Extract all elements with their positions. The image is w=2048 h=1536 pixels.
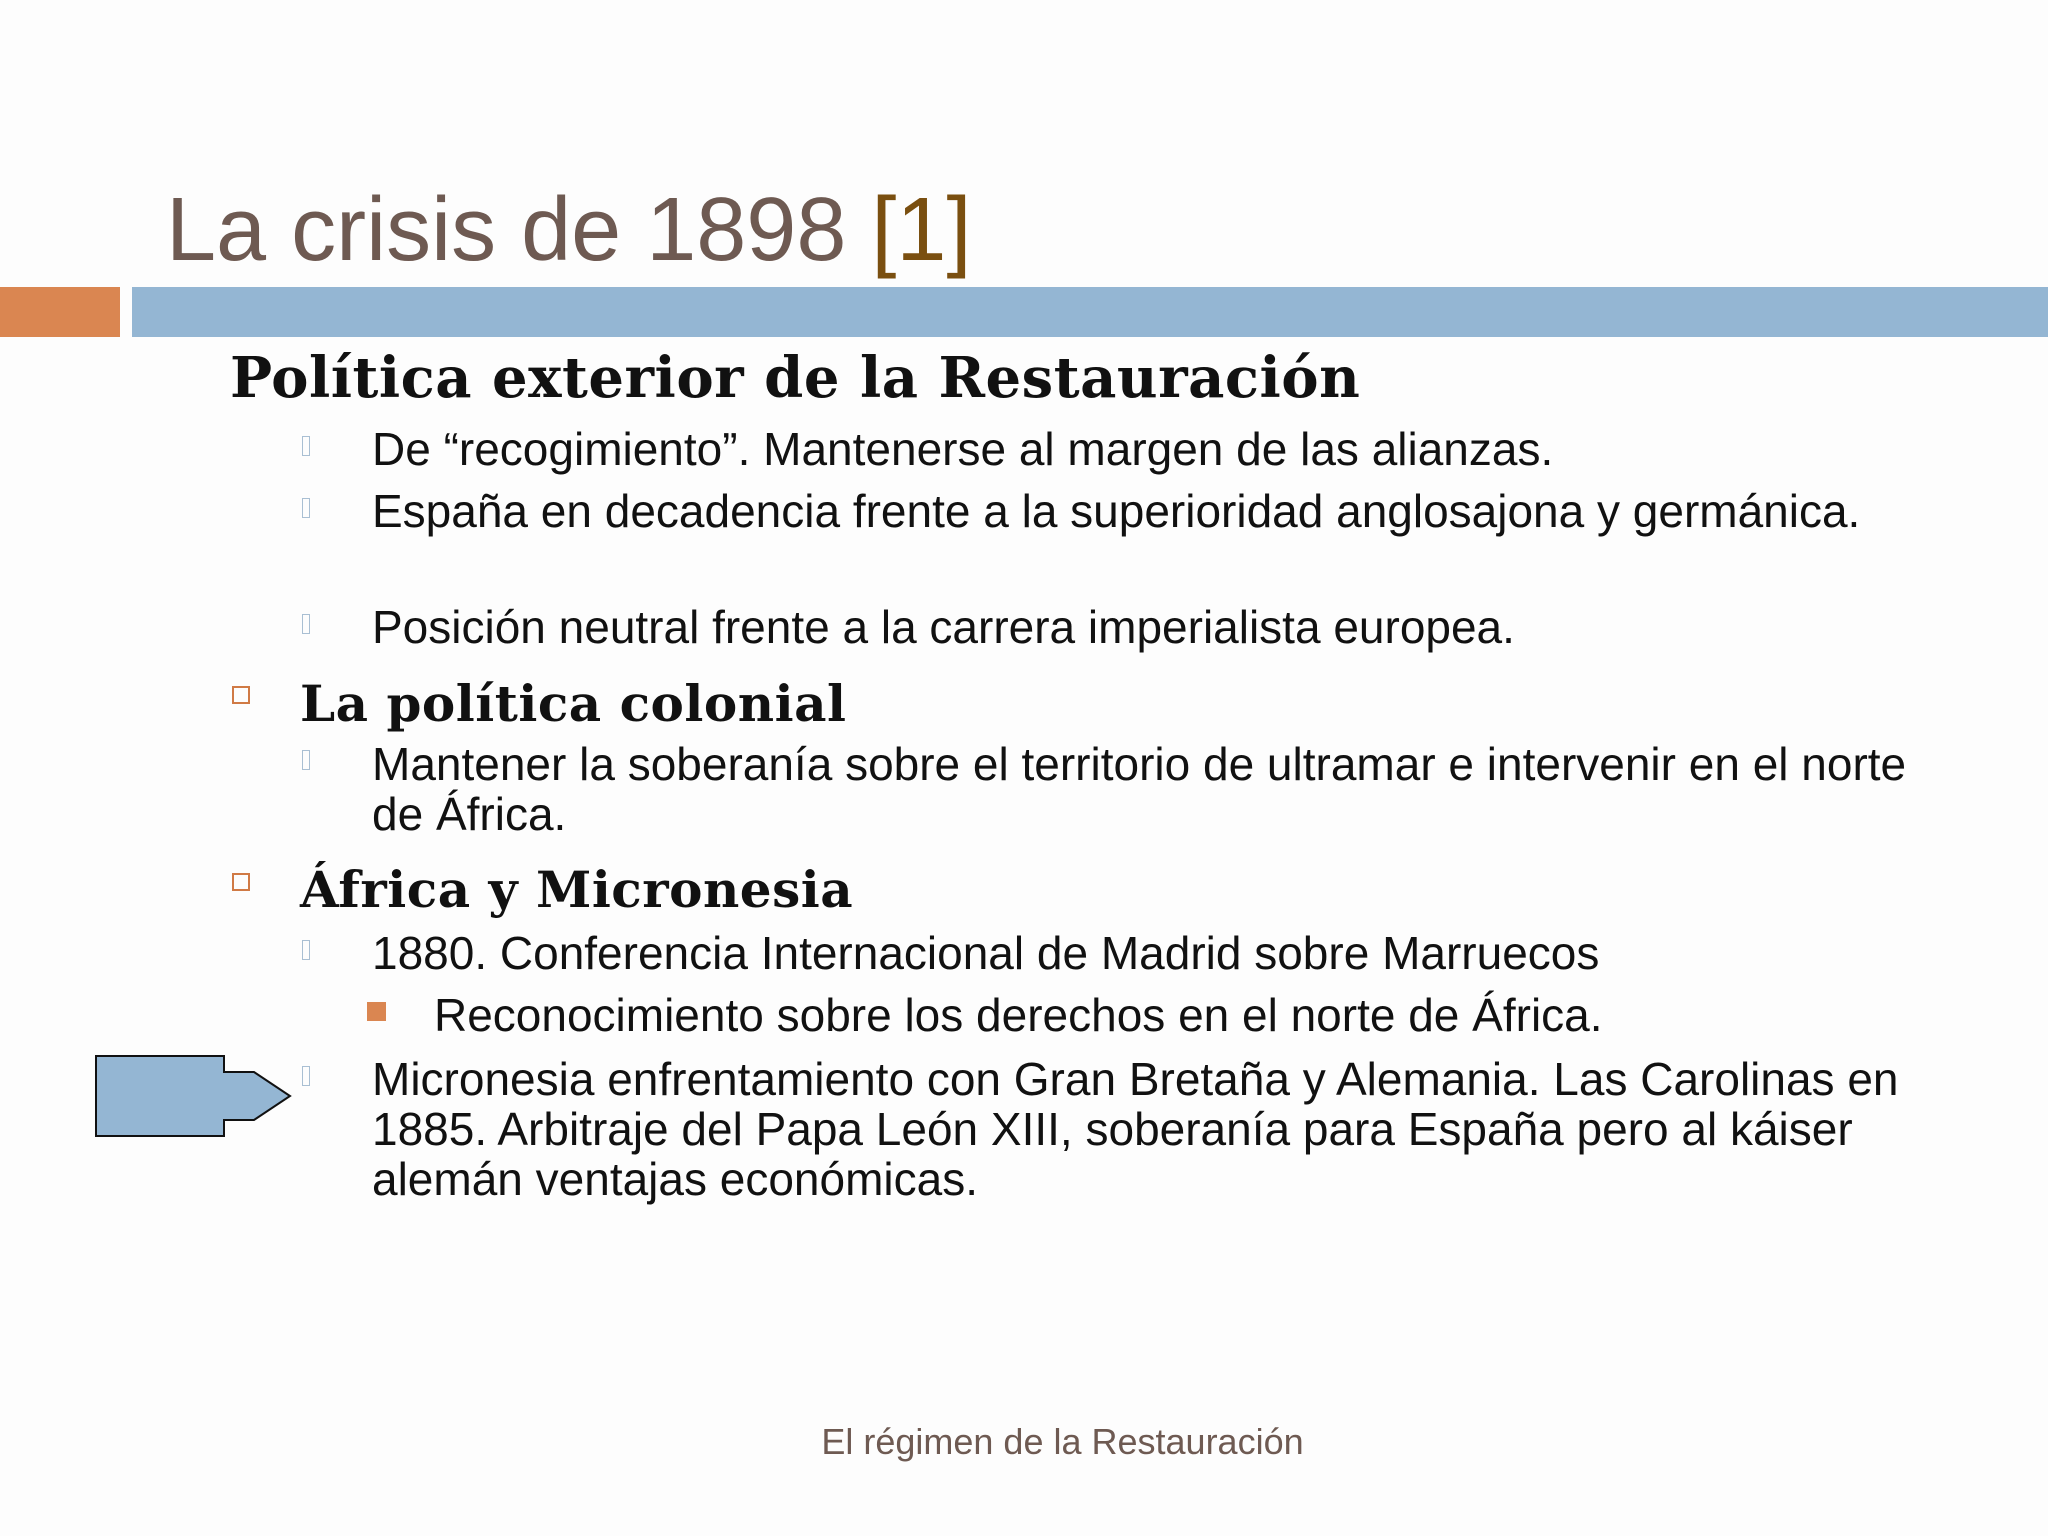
section-heading-politica-exterior: Política exterior de la Restauración xyxy=(230,345,1361,411)
bullet-marker-icon xyxy=(302,1066,310,1086)
bullet-marker-icon xyxy=(302,436,310,456)
title-accent-bar-orange xyxy=(0,287,120,337)
slide-title-reference: [1] xyxy=(871,180,972,280)
sub-bullet-text: Reconocimiento sobre los derechos en el norte de África. xyxy=(434,989,1603,1041)
section-bullet-icon xyxy=(232,873,250,891)
bullet-marker-icon xyxy=(302,750,310,770)
bullet-marker-icon xyxy=(302,940,310,960)
bullet-text: España en decadencia frente a la superioridad anglosajona y germánica. xyxy=(372,485,1861,537)
bullet-text: Mantener la soberanía sobre el territorio de ultramar e intervenir en el norte de África. xyxy=(372,738,1907,840)
slide-title xyxy=(166,178,972,282)
slide-footer: El régimen de la Restauración xyxy=(821,1421,1304,1462)
square-bullet-icon xyxy=(367,1002,386,1021)
section-heading-politica-colonial: La política colonial xyxy=(300,674,847,733)
arrow-callout-icon xyxy=(94,1054,294,1144)
section-heading-africa-micronesia: África y Micronesia xyxy=(300,860,854,919)
bullet-marker-icon xyxy=(302,498,310,518)
title-accent-bar-blue xyxy=(132,287,2048,337)
bullet-marker-icon xyxy=(302,614,310,634)
bullet-text: 1880. Conferencia Internacional de Madrid sobre Marruecos xyxy=(372,927,1600,979)
bullet-text: Posición neutral frente a la carrera imperialista europea. xyxy=(372,601,1515,653)
bullet-text: Micronesia enfrentamiento con Gran Bretaña y Alemania. Las Carolinas en 1885. Arbitraje del Papa León XIII, soberanía para España pero al káiser alemán ventajas económicas. xyxy=(372,1053,1899,1205)
bullet-text: De “recogimiento”. Mantenerse al margen de las alianzas. xyxy=(372,423,1554,475)
section-bullet-icon xyxy=(232,686,250,704)
slide-title-text: La crisis de 1898 xyxy=(166,180,847,280)
